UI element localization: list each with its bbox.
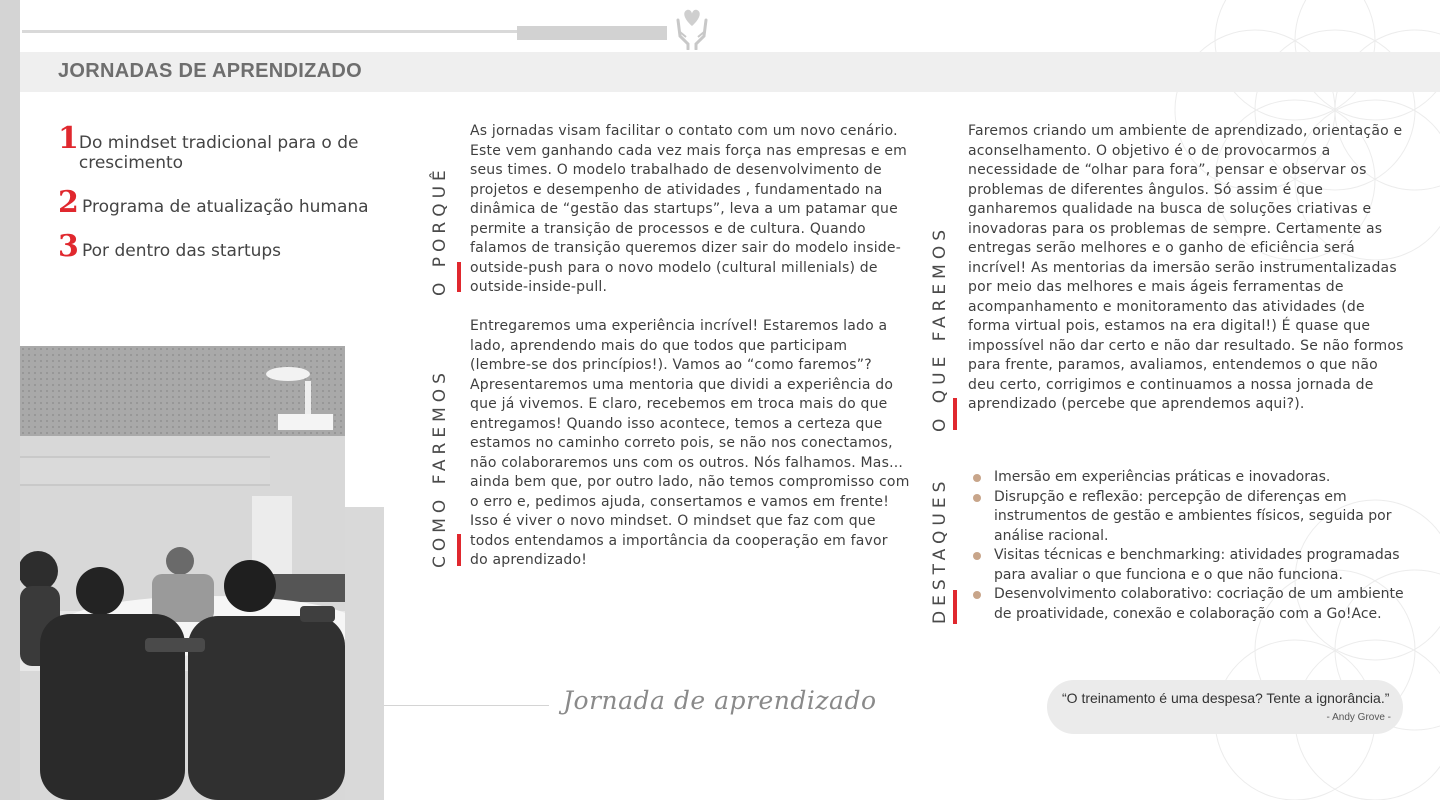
topic-list [58, 121, 408, 277]
top-divider-block [517, 26, 667, 40]
topic-item [58, 121, 408, 173]
section-label-porque: O PORQUÊ [430, 165, 450, 296]
highlights-list [970, 468, 1410, 624]
topic-item [58, 185, 408, 220]
topic-number: 1 [58, 121, 79, 156]
section-accent-mark [953, 398, 957, 430]
topic-number: 3 [58, 229, 79, 264]
quote-text: “O treinamento é uma despesa? Tente a ignorância.” [1062, 690, 1390, 706]
bullet-dot [973, 552, 981, 560]
list-item [970, 468, 1410, 488]
section-text-porque: As jornadas visam facilitar o contato com um novo cenário. Este vem ganhando cada vez mais força nas empresas e em seus times. O modelo trabalhado de desenvolvimento de projetos e desempenho de atividades , fundamentado na dinâmica de “gestão das startups”, leva a um patamar que permite a transição de processos e de cultura. Quando falamos de transição queremos dizer sair do modelo inside-outside-push para o novo modelo (cultural millenials) de outside-inside-pull. [470, 123, 907, 295]
section-accent-mark [457, 534, 461, 566]
section-text-oque: Faremos criando um ambiente de aprendizado, orientação e aconselhamento. O objetivo é o de provocarmos a necessidade de “olhar para fora”, pensar e observar os problemas de diferentes ângulos. Só assim é que ganharemos qualidade na busca de soluções criativas e inovadoras para os problemas de sempre. Certamente as entregas serão melhores e o ganho de eficiência será incrível! As mentorias da imersão serão instrumentalizadas por meio das melhores e mais ágeis ferramentas de acompanhamento e monitoramento das atividades (de forma virtual pois, estamos na era digital!) É quase que impossível não dar certo e não dar resultado. Se não formos para frente, paramos, avaliamos, entendemos o que não deu certo, corrigimos e continuamos a nossa jornada de aprendizado (percebe que aprendemos aqui?). [968, 123, 1404, 412]
bullet-dot [973, 591, 981, 599]
topic-item [58, 229, 408, 264]
topic-label: Do mindset tradicional para o de crescimento [78, 133, 359, 173]
list-item [970, 546, 1410, 585]
section-label-destaques: DESTAQUES [930, 476, 950, 624]
section-text-como: Entregaremos uma experiência incrível! Estaremos lado a lado, aprendendo mais do que todos que participam (lembre-se dos princípios!). Vamos ao “como faremos”? Apresentaremos uma mentoria que dividi a experiência do que já vivemos. E claro, recebemos em troca mais do que entregamos! Quando isso acontece, temos a certeza que estamos no caminho correto pois, se não nos conectamos, não colaboraremos uns com os outros. Nós falhamos. Mas... ainda bem que, por outro lado, não temos compromisso com o erro e, pedimos ajuda, consertamos e vamos em frente! Isso é viver o novo mindset. O mindset que faz com que todos entendamos a importância da cooperação em favor do aprendizado! [470, 318, 910, 568]
topic-number: 2 [58, 185, 79, 220]
topic-label: Programa de atualização humana [82, 197, 369, 217]
section-label-oque: O QUE FAREMOS [930, 225, 950, 432]
meeting-photo [20, 346, 345, 800]
list-item-text: Desenvolvimento colaborativo: cocriação de um ambiente de proatividade, conexão e colaboração com a Go!Ace. [994, 586, 1404, 622]
page-title: JORNADAS DE APRENDIZADO [58, 60, 362, 82]
bullet-dot [973, 494, 981, 502]
left-edge-bar [0, 0, 20, 800]
header-band [20, 52, 1440, 92]
footer-title: Jornada de aprendizado [563, 686, 877, 715]
bullet-dot [973, 474, 981, 482]
footer-divider [384, 705, 549, 706]
list-item-text: Disrupção e reflexão: percepção de diferenças em instrumentos de gestão e ambientes físicos, seguida por análise racional. [994, 488, 1392, 544]
heart-in-hands-icon [672, 6, 712, 50]
photo-side-panel [345, 507, 384, 800]
list-item-text: Imersão em experiências práticas e inovadoras. [994, 469, 1331, 485]
section-label-como: COMO FAREMOS [430, 368, 450, 568]
topic-label: Por dentro das startups [82, 241, 282, 261]
list-item [970, 488, 1410, 547]
list-item [970, 585, 1410, 624]
list-item-text: Visitas técnicas e benchmarking: atividades programadas para avaliar o que funciona e o que não funciona. [994, 547, 1400, 583]
quote-author: - Andy Grove - [1326, 712, 1391, 723]
quote-box [1047, 680, 1403, 734]
section-accent-mark [457, 262, 461, 292]
section-accent-mark [953, 590, 957, 624]
top-divider-line [22, 30, 517, 33]
